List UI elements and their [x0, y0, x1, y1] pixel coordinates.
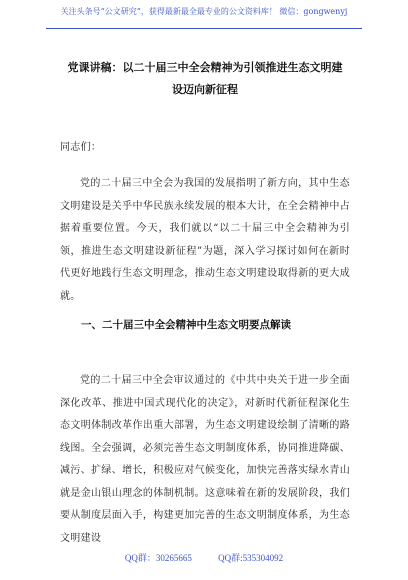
- section-heading: 一、二十届三中全会精神中生态文明要点解读: [81, 319, 291, 331]
- document-title: [40, 57, 370, 101]
- title-line-1: 党课讲稿：以二十届三中全会精神为引领推进生态文明建: [67, 61, 343, 74]
- paragraph-intro: 党的二十届三中全会为我国的发展指明了新方向，其中生态文明建设是关乎中华民族永续发展的根本大计，在全会精神中占据着重要位置。今天，我们就以“以二十届三中全会精神为引领，推进生态文明建设新征程”为题，深入学习探讨如何在新时代更好地践行生态文明理念，推动生态文明建设取得新的更大成就。: [60, 178, 350, 302]
- header-note: 关注头条号“公文研究”，获得最新最全最专业的公文资料库！ 微信：gongwenyj: [60, 7, 348, 16]
- paragraph-section-1: 党的二十届三中全会审议通过的《中共中央关于进一步全面深化改革、推进中国式现代化的决定》，对新时代新征程深化生态文明体制改革作出重大部署，为生态文明建设绘制了清晰的路线图。全会强调，必须完善生态文明制度体系，协同推进降碳、减污、扩绿、增长，积极应对气候变化，加快完善落实绿水青山就是金山银山理念的体制机制。这意味着在新的发展阶段，我们要从制度层面入手，构建更加完善的生态文明制度体系，为生态文明建设: [60, 375, 350, 544]
- qq-group-2: QQ群:535304092: [218, 553, 284, 563]
- salutation: 同志们：: [60, 142, 102, 153]
- qq-group-1: QQ群：30265665: [124, 553, 192, 563]
- title-line-2: 设迈向新征程: [172, 83, 238, 96]
- header-divider: [46, 28, 362, 29]
- footer-contacts: [0, 551, 408, 564]
